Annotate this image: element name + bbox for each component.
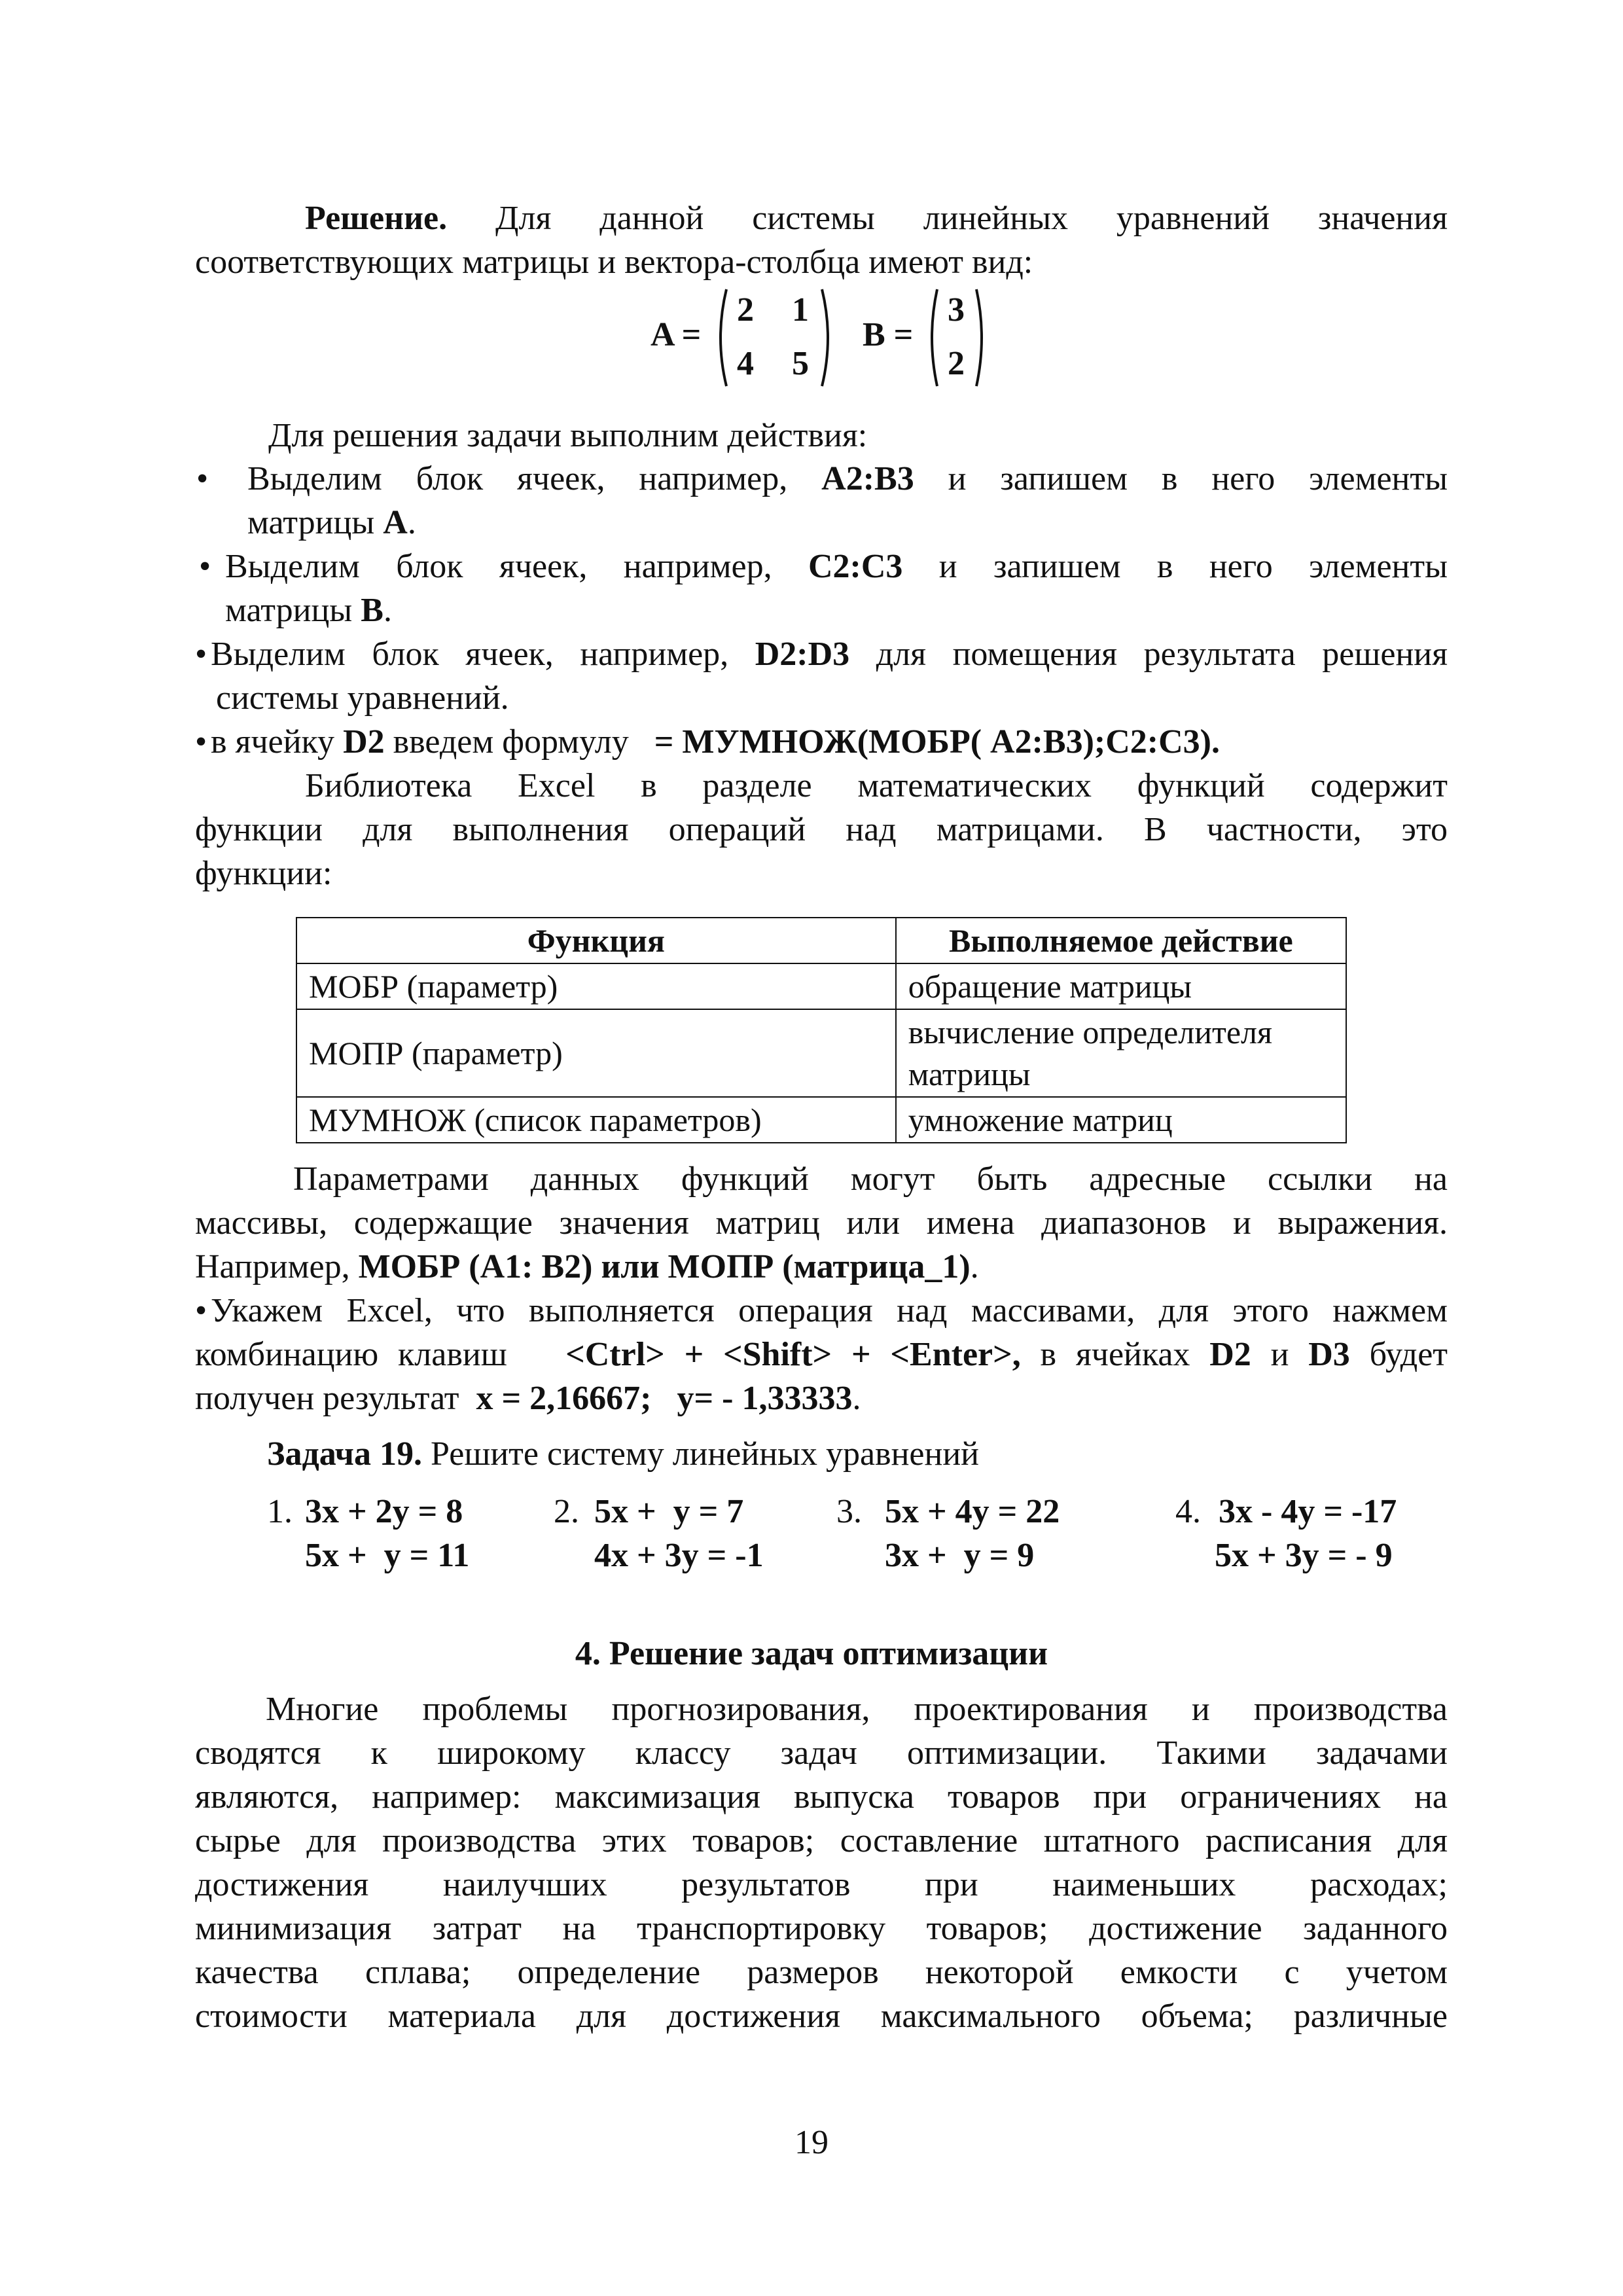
library-line-2: функции для выполнения операций над матрицами. В частности, это bbox=[195, 811, 1448, 848]
bullet-3: • bbox=[195, 636, 207, 673]
matrix-a-brackets bbox=[712, 285, 836, 390]
system-1-num: 1. bbox=[267, 1493, 293, 1530]
step-4-formula: = МУМНОЖ(МОБР( A2:B3);C2:C3). bbox=[654, 723, 1220, 761]
task-line bbox=[267, 1432, 1448, 1476]
table-row bbox=[296, 1097, 1346, 1143]
optim-line-3: являются, например: максимизация выпуска товаров при ограничениях на bbox=[195, 1778, 1448, 1816]
bullet-1: • bbox=[196, 460, 209, 497]
system-1-eq2: 5x + y = 11 bbox=[305, 1537, 470, 1574]
system-2-eq2: 4x + 3y = -1 bbox=[594, 1537, 764, 1574]
page-number: 19 bbox=[794, 2124, 829, 2161]
step-1-ref: A2:B3 bbox=[821, 460, 914, 497]
step-4-line bbox=[211, 720, 1448, 764]
table-header-row bbox=[296, 918, 1346, 963]
step-4-text-b: введем формулу bbox=[393, 723, 629, 761]
table-cell: обращение матрицы bbox=[896, 963, 1346, 1009]
solution-label: Решение. bbox=[305, 200, 448, 237]
params-example: МОБР (A1: B2) или МОПР (матрица_1) bbox=[358, 1248, 971, 1285]
excel-period: . bbox=[852, 1380, 861, 1417]
excel-text-b: в ячейках bbox=[1040, 1336, 1190, 1373]
system-3-eq2: 3x + y = 9 bbox=[885, 1537, 1035, 1574]
params-line-2: массивы, содержащие значения матриц или имена диапазонов и выражения. bbox=[195, 1204, 1448, 1242]
table-row bbox=[296, 1009, 1346, 1097]
optim-line-8: стоимости материала для достижения максимального объема; различные bbox=[195, 1998, 1448, 2035]
step-2-line-1 bbox=[225, 545, 1448, 588]
result-y: y= - 1,33333 bbox=[677, 1380, 853, 1417]
table-header: Функция bbox=[296, 918, 896, 963]
matrix-b-r1: 3 bbox=[948, 291, 965, 329]
steps-intro: Для решения задачи выполним действия: bbox=[268, 417, 868, 454]
task-text: Решите систему линейных уравнений bbox=[431, 1435, 979, 1473]
system-4-eq2: 5x + 3y = - 9 bbox=[1215, 1537, 1393, 1574]
excel-result-text: получен результат bbox=[195, 1380, 459, 1417]
bullet-2: • bbox=[199, 548, 211, 585]
table-cell: МОБР (параметр) bbox=[296, 963, 896, 1009]
result-x: x = 2,16667; bbox=[476, 1380, 652, 1417]
system-4-num: 4. bbox=[1175, 1493, 1201, 1530]
bullet-5: • bbox=[195, 1292, 207, 1329]
solution-line-2: соответствующих матрицы и вектора-столбца имеют вид: bbox=[195, 243, 1033, 281]
optim-line-6: минимизация затрат на транспортировку товаров; достижение заданного bbox=[195, 1910, 1448, 1947]
step-1-line-2: матрицы A. bbox=[247, 504, 416, 541]
bullet-4: • bbox=[195, 723, 207, 761]
params-period: . bbox=[970, 1248, 979, 1285]
system-2-num: 2. bbox=[554, 1493, 579, 1530]
matrix-a-r2c1: 4 bbox=[737, 345, 754, 382]
solution-text: Для данной системы линейных уравнений значения bbox=[495, 200, 1448, 237]
matrix-a-name: A = bbox=[651, 316, 702, 353]
optim-line-1: Многие проблемы прогнозирования, проектирования и производства bbox=[266, 1691, 1448, 1728]
excel-text-a: комбинацию клавиш bbox=[195, 1336, 507, 1373]
optim-line-7: качества сплава; определение размеров некоторой емкости с учетом bbox=[195, 1954, 1448, 1991]
matrix-b-name: B = bbox=[863, 316, 914, 353]
step-1-line-1 bbox=[247, 457, 1448, 501]
table-cell: МОПР (параметр) bbox=[296, 1009, 896, 1097]
key-combination: <Ctrl> + <Shift> + <Enter>, bbox=[565, 1336, 1021, 1373]
system-4-eq1: 3x - 4y = -17 bbox=[1219, 1493, 1397, 1530]
excel-and: и bbox=[1270, 1336, 1289, 1373]
step-1-text-c: матрицы bbox=[247, 504, 375, 541]
matrix-a-r1c2: 1 bbox=[792, 291, 809, 329]
optim-line-5: достижения наилучших результатов при наименьших расходах; bbox=[195, 1866, 1448, 1903]
table-cell: МУМНОЖ (список параметров) bbox=[296, 1097, 896, 1143]
excel-text-c: будет bbox=[1369, 1336, 1448, 1373]
library-line-1: Библиотека Excel в разделе математических функций содержит bbox=[305, 767, 1448, 804]
params-text: Например, bbox=[195, 1248, 350, 1285]
system-3-num: 3. bbox=[836, 1493, 862, 1530]
params-line-3 bbox=[195, 1245, 1448, 1289]
step-2-text-a: Выделим блок ячеек, например, bbox=[225, 548, 772, 585]
library-line-3: функции: bbox=[195, 855, 332, 892]
step-1-matrix: A bbox=[383, 504, 408, 541]
system-2-eq1: 5x + y = 7 bbox=[594, 1493, 744, 1530]
cell-d3: D3 bbox=[1308, 1336, 1350, 1373]
table-cell: умножение матриц bbox=[896, 1097, 1346, 1143]
matrix-a-r1c1: 2 bbox=[737, 291, 754, 329]
step-2-line-2: матрицы B. bbox=[225, 592, 392, 629]
step-2-text-b: и запишем в него элементы bbox=[938, 548, 1448, 585]
step-4-text-a: в ячейку bbox=[211, 723, 335, 761]
step-3-line-2: системы уравнений. bbox=[216, 679, 509, 717]
functions-table bbox=[296, 917, 1347, 1143]
step-1-text-a: Выделим блок ячеек, например, bbox=[247, 460, 788, 497]
step-3-ref: D2:D3 bbox=[755, 636, 850, 673]
optim-line-2: сводятся к широкому классу задач оптимизации. Такими задачами bbox=[195, 1734, 1448, 1772]
section-title: 4. Решение задач оптимизации bbox=[575, 1635, 1048, 1672]
table-header: Выполняемое действие bbox=[896, 918, 1346, 963]
step-2-matrix: B bbox=[361, 592, 383, 629]
step-1-text-b: и запишем в него элементы bbox=[948, 460, 1448, 497]
matrix-b-r2: 2 bbox=[948, 345, 965, 382]
excel-line-2 bbox=[195, 1333, 1448, 1376]
table-row bbox=[296, 963, 1346, 1009]
matrix-a-r2c2: 5 bbox=[792, 345, 809, 382]
excel-line-3 bbox=[195, 1376, 1448, 1420]
step-3-text-a: Выделим блок ячеек, например, bbox=[211, 636, 729, 673]
table-cell: вычисление определителя матрицы bbox=[896, 1009, 1346, 1097]
optim-line-4: сырье для производства этих товаров; составление штатного расписания для bbox=[195, 1822, 1448, 1859]
step-3-line-1 bbox=[211, 632, 1448, 676]
step-3-text-b: для помещения результата решения bbox=[876, 636, 1448, 673]
system-1-eq1: 3x + 2y = 8 bbox=[305, 1493, 463, 1530]
step-4-cell: D2 bbox=[343, 723, 385, 761]
cell-d2: D2 bbox=[1209, 1336, 1251, 1373]
excel-line-1: Укажем Excel, что выполняется операция над массивами, для этого нажмем bbox=[211, 1292, 1448, 1329]
step-2-ref: C2:C3 bbox=[808, 548, 903, 585]
task-label: Задача 19. bbox=[267, 1435, 422, 1473]
params-line-1: Параметрами данных функций могут быть адресные ссылки на bbox=[293, 1160, 1448, 1198]
step-2-text-c: матрицы bbox=[225, 592, 353, 629]
solution-line-1 bbox=[195, 196, 1448, 240]
system-3-eq1: 5x + 4y = 22 bbox=[885, 1493, 1060, 1530]
